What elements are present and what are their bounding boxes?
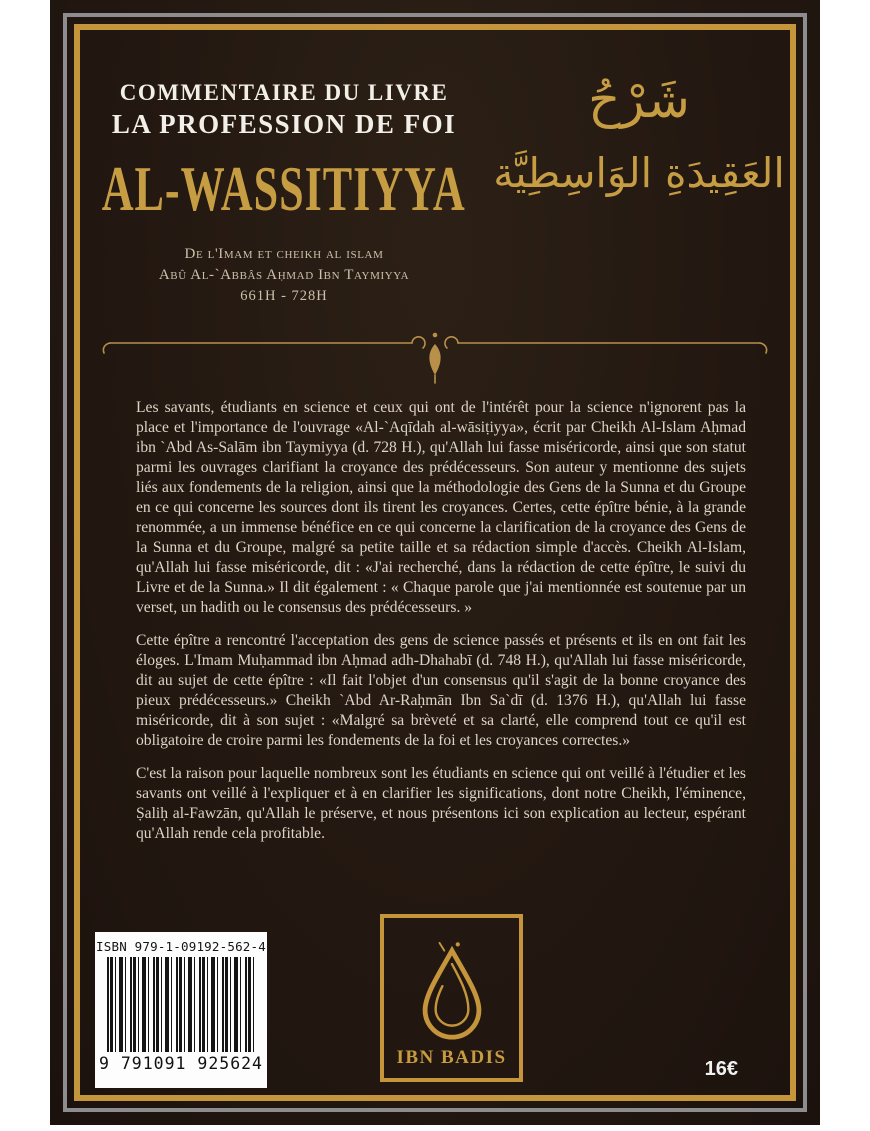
publisher-name: IBN BADIS [396,1047,507,1068]
paragraph-3: C'est la raison pour laquelle nombreux sont les étudiants en science qui ont veillé à l'étudier et les savants ont veillé à l'expliquer et à en clarifier les significations, dont notre Cheikh, l'éminence, Ṣaliḥ al-Fawzān, qu'Allah le préserve, et nous présentons ici son explication au lecteur, espérant qu'Allah rende cela profitable. [136,765,746,842]
main-title [88,152,480,225]
back-cover-description [136,398,746,857]
paragraph-2: Cette épître a rencontré l'acceptation des gens de science passés et présents et ils en ont fait les éloges. L'Imam Muḥammad ibn Aḥmad adh-Dhahabī (d. 748 H.), qu'Allah lui fasse miséricorde, dit au sujet de cette épître : «Il fait l'objet d'un consensus qu'il s'agit de la bonne croyance des pieux prédécesseurs.» Cheikh `Abd Ar-Raḥmān Ibn Sa`dī (d. 1376 H.), qu'Allah lui fasse miséricorde, dit à son sujet : «Malgré sa brèveté et sa clarté, elle comprend tout ce qu'il est obligatoire de croire parmi les fondements de la foi et les croyances correctes.» [136,632,746,749]
french-title-block [88,80,480,306]
barcode-digits: 9 791091 925624 [98,1054,263,1073]
author-line-1: De l'Imam et cheikh al islam [184,246,384,262]
barcode-bars-icon [107,957,255,1052]
ibn-badis-logo [380,914,523,1082]
main-title-text: AL-WASSITIYYA [101,153,467,225]
arabic-calligraphy-title [488,64,790,206]
isbn-label: ISBN 979-1-09192-562-4 [96,939,266,954]
author-line-2: Abû Al-`Abbâs Aḥmad Ibn Taymiyya [158,267,410,283]
title-line-2: LA PROFESSION DE FOI [111,109,457,139]
author-years: 661H - 728H [240,288,328,304]
arabic-title-line-1: شَرْحُ [588,71,690,129]
book-back-cover [50,0,820,1125]
divider-ornament-icon [98,330,772,388]
price-label: 16€ [704,1058,738,1080]
arabic-title-line-2: العَقِيدَةِ الوَاسِطِيَّة [493,148,785,197]
title-line-1: COMMENTAIRE DU LIVRE [119,80,449,105]
isbn-barcode [95,932,267,1088]
paragraph-1: Les savants, étudiants en science et ceux qui ont de l'intérêt pour la science n'ignorent pas la place et l'importance de l'ouvrage «Al-`Aqīdah al-wāsiṭiyya», écrit par Cheikh Al-Islam Aḥmad ibn `Abd As-Salām ibn Taymiyya (d. 728 H.), qu'Allah lui fasse miséricorde, ainsi que son statut parmi les ouvrages clarifiant la croyance des prédécesseurs. Son auteur y mentionne des sujets liés aux fondements de la religion, ainsi que la méthodologie des Gens de la Sunna et du Groupe en ce qui concerne les sources dont ils tirent les croyances. Certes, cette épître bénie, à la grande renommée, a un immense bénéfice en ce qui concerne la clarification de la croyance des Gens de la Sunna et du Groupe, malgré sa petite taille et sa rédaction simple d'accès. Cheikh Al-Islam, qu'Allah lui fasse miséricorde, dit : «J'ai recherché, dans la rédaction de cette épître, le suivi du Livre et de la Sunna.» Il dit également : « Chaque parole que j'ai mentionnée est soutenue par un verset, un hadith ou le consensus des prédécesseurs. » [136,399,746,616]
ornamental-divider [50,330,820,393]
ibn-badis-calligraphy-icon [410,941,494,1041]
author-block [88,244,480,306]
